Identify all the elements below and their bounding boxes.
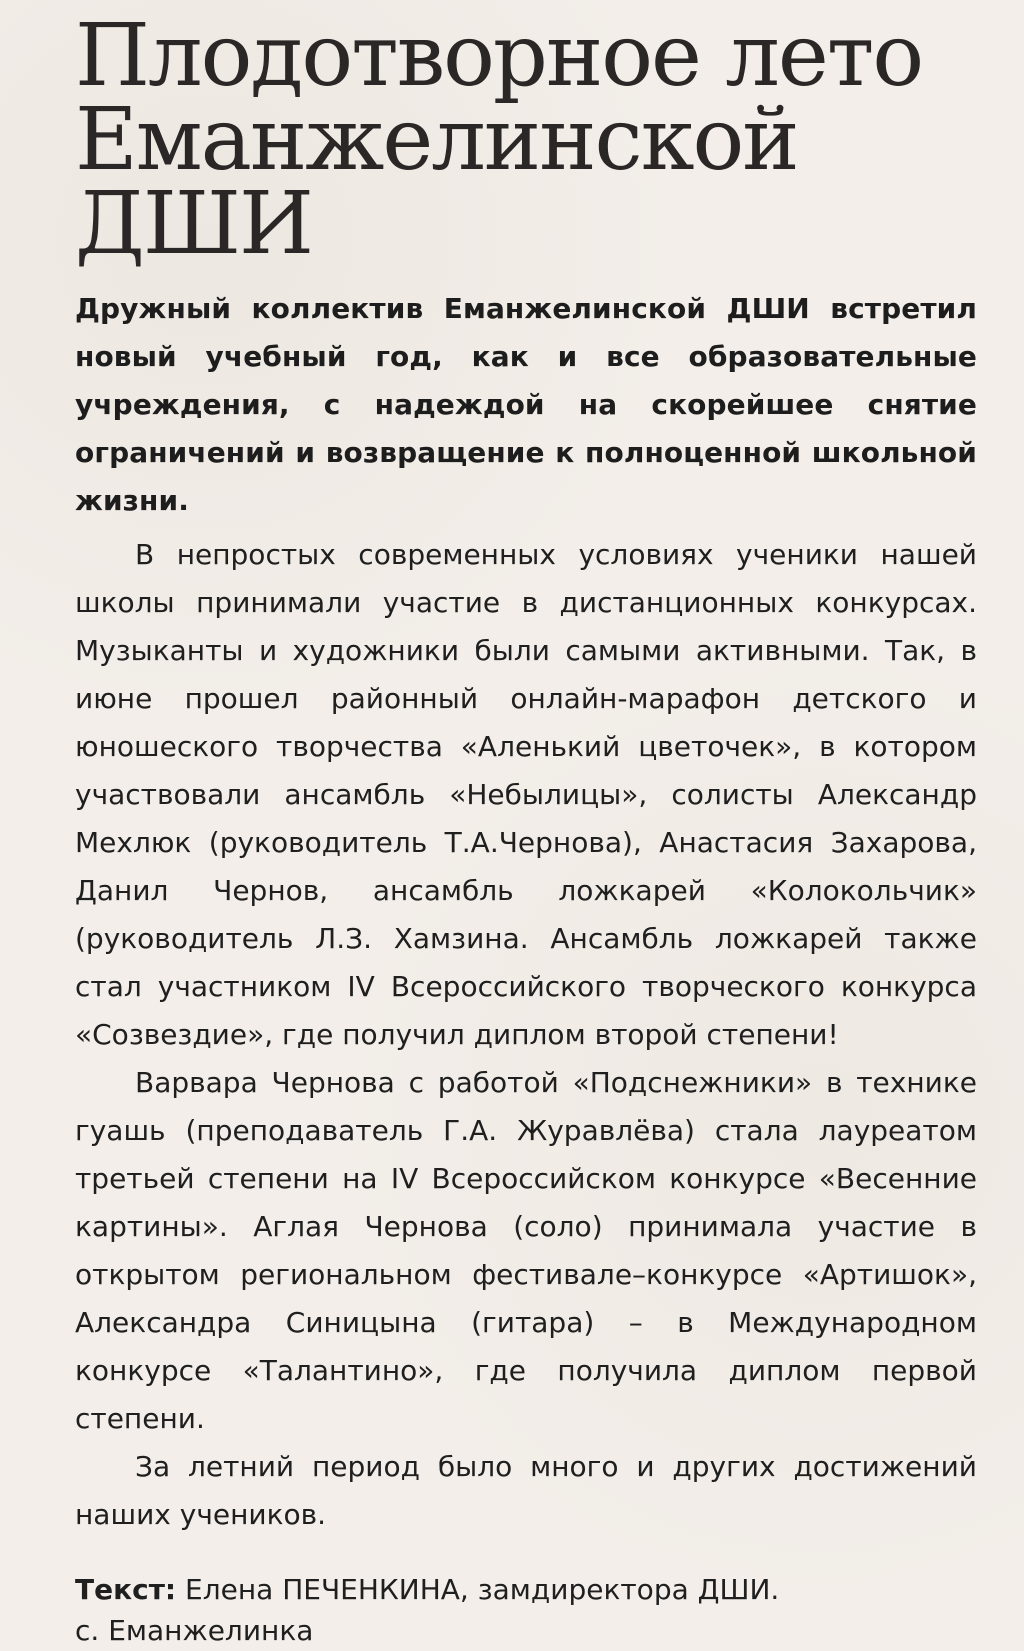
title-line-1: Плодотворное лето (75, 6, 923, 106)
article-body (75, 531, 977, 1539)
signature-author-line (75, 1569, 977, 1610)
title-line-3: ДШИ (75, 174, 313, 274)
article-lead: Дружный коллектив Еманжелинской ДШИ встретил новый учебный год, как и все образовательные учреждения, с надеждой на скорейшее снятие ограничений и возвращение к полноценной школьной жизни. (75, 292, 977, 517)
article-signature (75, 1569, 977, 1651)
title-line-2: Еманжелинской (75, 90, 798, 190)
article-title (75, 6, 977, 274)
article-paragraph-3: За летний период было много и других достижений наших учеников. (75, 1450, 977, 1531)
signature-location: с. Еманжелинка (75, 1614, 314, 1647)
signature-label: Текст: (75, 1573, 177, 1606)
article-paragraph-2: Варвара Чернова с работой «Подснежники» в технике гуашь (преподаватель Г.А. Журавлёва) стала лауреатом третьей степени на IV Всероссийском конкурсе «Весенние картины». Аглая Чернова (соло) принимала участие в открытом региональном фестивале–конкурсе «Артишок», Александра Синицына (гитара) – в Международном конкурсе «Талантино», где получила диплом первой степени. (75, 1066, 977, 1435)
article (75, 6, 977, 1651)
article-paragraph-1: В непростых современных условиях ученики нашей школы принимали участие в дистанционных конкурсах. Музыканты и художники были самыми активными. Так, в июне прошел районный онлайн-марафон детского и юношеского творчества «Аленький цветочек», в котором участвовали ансамбль «Небылицы», солисты Александр Мехлюк (руководитель Т.А.Чернова), Анастасия Захарова, Данил Чернов, ансамбль ложкарей «Колокольчик» (руководитель Л.З. Хамзина. Ансамбль ложкарей также стал участником IV Всероссийского творческого конкурса «Созвездие», где получил диплом второй степени! (75, 538, 977, 1051)
signature-author: Елена ПЕЧЕНКИНА, замдиректора ДШИ. (185, 1573, 780, 1606)
